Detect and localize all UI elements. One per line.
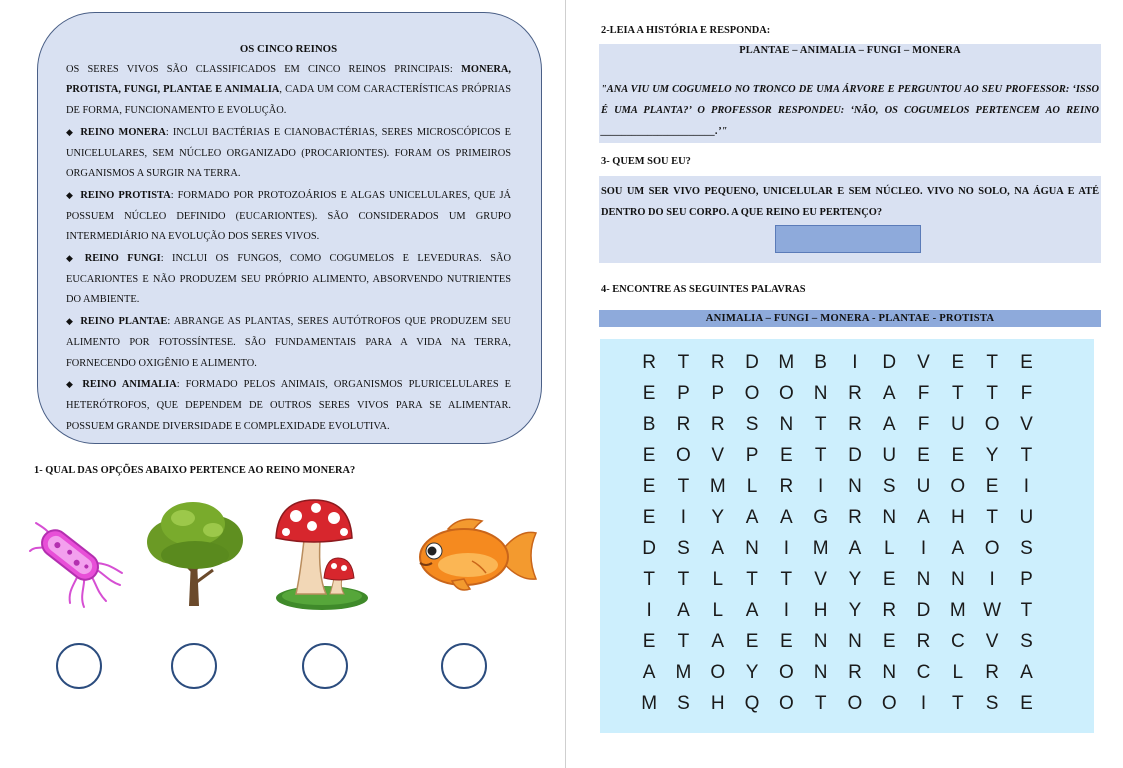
grid-letter[interactable]: R [882, 599, 897, 621]
grid-letter[interactable]: A [779, 506, 793, 528]
grid-letter[interactable]: I [680, 506, 687, 528]
grid-letter[interactable]: D [642, 537, 657, 559]
grid-row [632, 595, 1044, 626]
grid-letter[interactable]: I [989, 568, 995, 590]
grid-letter[interactable]: A [951, 537, 965, 559]
grid-letter[interactable]: S [745, 413, 759, 435]
kingdom-monera: ◆ REINO MONERA: INCLUI BACTÉRIAS E CIANOBACTÉRIAS, SERES MICROSCÓPICOS E UNICELULARES, SEM NÚCLEO ORGANIZADO (PROCARIONTES). FORAM OS PRIMEIROS ORGANISMOS A SURGIR NA TERRA. [66, 126, 511, 180]
grid-row [632, 440, 1044, 471]
grid-letter[interactable]: R [848, 661, 862, 683]
grid-letter[interactable]: T [677, 630, 690, 652]
grid-letter[interactable]: T [746, 568, 758, 590]
grid-letter[interactable]: O [778, 692, 794, 714]
grid-row [632, 626, 1044, 657]
grid-letter[interactable]: M [812, 537, 829, 559]
grid-letter[interactable]: E [745, 630, 759, 652]
grid-letter[interactable]: N [848, 475, 862, 497]
grid-row [632, 347, 1044, 378]
page-divider [565, 0, 566, 768]
who-am-i-text: SOU UM SER VIVO PEQUENO, UNICELULAR E SEM NÚCLEO. VIVO NO SOLO, NA ÁGUA E ATÉ DENTRO DO SEU CORPO. A QUE REINO EU PERTENÇO? [601, 186, 1099, 218]
grid-row [632, 564, 1044, 595]
bullet-icon: ◆ [66, 316, 75, 327]
grid-letter[interactable]: E [642, 630, 656, 652]
grid-letter[interactable]: E [951, 351, 965, 373]
grid-letter[interactable]: B [642, 413, 656, 435]
grid-letter[interactable]: Y [745, 661, 759, 683]
grid-letter[interactable]: P [677, 382, 690, 404]
grid-letter[interactable]: P [1020, 568, 1033, 590]
grid-letter[interactable]: U [882, 444, 897, 466]
story-text: "ANA VIU UM COGUMELO NO TRONCO DE UMA ÁRVORE E PERGUNTOU AO SEU PROFESSOR: ‘ISSO É UMA PLANTA?’ O PROFESSOR RESPONDEU: ‘NÃO, OS COGUMELOS PERTENCEM AO REINO ______________________.’" [601, 84, 1099, 137]
grid-letter[interactable]: I [1023, 475, 1030, 497]
grid-letter[interactable]: A [745, 506, 759, 528]
grid-letter[interactable]: E [882, 630, 896, 652]
grid-letter[interactable]: N [916, 568, 931, 590]
grid-letter[interactable]: A [711, 537, 725, 559]
word-search-grid [600, 339, 1094, 733]
grid-letter[interactable]: R [710, 413, 725, 435]
grid-letter[interactable]: R [848, 382, 862, 404]
option-fish-circle[interactable] [441, 643, 487, 689]
grid-letter[interactable]: N [950, 568, 965, 590]
grid-letter[interactable]: E [642, 444, 656, 466]
option-tree-circle[interactable] [171, 643, 217, 689]
grid-letter[interactable]: A [642, 661, 656, 683]
grid-row [632, 657, 1044, 688]
grid-letter[interactable]: O [950, 475, 966, 497]
grid-letter[interactable]: N [813, 661, 828, 683]
kingdom-animalia: ◆ REINO ANIMALIA: FORMADO PELOS ANIMAIS, ORGANISMOS PLURICELULARES E HETERÓTROFOS, QUE DEPENDEM DE OUTROS SERES VIVOS PARA SE ALIMENTAR. POSSUEM GRANDE DIVERSIDADE E COMPLEXIDADE EVOLUTIVA. [66, 379, 511, 432]
grid-letter[interactable]: L [712, 568, 724, 590]
grid-letter[interactable]: S [677, 692, 690, 714]
grid-letter[interactable]: E [779, 444, 793, 466]
grid-letter[interactable]: T [677, 475, 690, 497]
grid-letter[interactable]: T [952, 692, 964, 714]
question-2-title: 2-LEIA A HISTÓRIA E RESPONDA: [601, 25, 771, 36]
grid-letter[interactable]: N [813, 630, 828, 652]
grid-letter[interactable]: T [814, 444, 827, 466]
grid-letter[interactable]: S [882, 475, 896, 497]
grid-letter[interactable]: S [985, 692, 999, 714]
grid-letter[interactable]: I [817, 475, 824, 497]
grid-letter[interactable]: R [676, 413, 691, 435]
grid-letter[interactable]: U [950, 413, 965, 435]
question-3-title: 3- QUEM SOU EU? [601, 156, 691, 167]
grid-row [632, 378, 1044, 409]
grid-letter[interactable]: U [1019, 506, 1034, 528]
grid-row [632, 471, 1044, 502]
grid-letter[interactable]: R [916, 630, 931, 652]
grid-letter[interactable]: S [1020, 537, 1033, 559]
grid-letter[interactable]: T [814, 692, 827, 714]
grid-letter[interactable]: M [709, 475, 726, 497]
grid-letter[interactable]: E [951, 444, 965, 466]
grid-letter[interactable]: O [744, 382, 760, 404]
grid-letter[interactable]: E [642, 506, 656, 528]
grid-letter[interactable]: A [882, 413, 896, 435]
grid-letter[interactable]: S [1020, 630, 1033, 652]
bullet-icon: ◆ [66, 126, 75, 137]
tree-image [143, 500, 246, 610]
grid-letter[interactable]: B [814, 351, 827, 373]
grid-letter[interactable]: L [746, 475, 758, 497]
grid-row [632, 533, 1044, 564]
grid-letter[interactable]: T [643, 568, 655, 590]
grid-letter[interactable]: T [986, 506, 998, 528]
grid-letter[interactable]: I [852, 351, 858, 373]
grid-letter[interactable]: A [917, 506, 930, 528]
grid-letter[interactable]: Q [744, 692, 760, 714]
grid-letter[interactable]: I [783, 537, 789, 559]
grid-letter[interactable]: V [711, 444, 725, 466]
card-intro: OS SERES VIVOS SÃO CLASSIFICADOS EM CINCO REINOS PRINCIPAIS: MONERA, PROTISTA, FUNGI, PLANTAE E ANIMALIA, CADA UM COM CARACTERÍSTICAS PRÓPRIAS DE FORMA, FUNCIONAMENTO E EVOLUÇÃO. [66, 63, 512, 117]
grid-letter[interactable]: F [1020, 382, 1033, 404]
grid-letter[interactable]: V [985, 630, 999, 652]
grid-letter[interactable]: N [882, 506, 897, 528]
grid-letter[interactable]: G [813, 506, 829, 528]
grid-letter[interactable]: P [711, 382, 725, 404]
grid-letter[interactable]: T [952, 382, 964, 404]
grid-row [632, 688, 1044, 719]
grid-letter[interactable]: I [783, 599, 789, 621]
grid-letter[interactable]: T [677, 351, 690, 373]
grid-letter[interactable]: V [814, 568, 827, 590]
grid-letter[interactable]: N [779, 413, 794, 435]
grid-letter[interactable]: O [984, 413, 1000, 435]
story-word-list: PLANTAE – ANIMALIA – FUNGI – MONERA [739, 45, 961, 56]
grid-letter[interactable]: E [1020, 692, 1033, 714]
grid-letter[interactable]: E [1020, 351, 1033, 373]
grid-letter[interactable]: H [710, 692, 725, 714]
grid-letter[interactable]: T [986, 382, 998, 404]
kingdom-protista: ◆ REINO PROTISTA: FORMADO POR PROTOZOÁRIOS E ALGAS UNICELULARES, QUE JÁ POSSUEM NÚCLEO DEFINIDO (EUCARIONTES). SÃO CONSIDERADOS UM GRUPO INTERMEDIÁRIO NA EVOLUÇÃO DOS SERES VIVOS. [66, 189, 511, 243]
grid-letter[interactable]: H [950, 506, 965, 528]
grid-letter[interactable]: O [778, 661, 794, 683]
fish-image [408, 515, 538, 595]
grid-letter[interactable]: P [745, 444, 759, 466]
grid-letter[interactable]: R [642, 351, 657, 373]
grid-letter[interactable]: A [745, 599, 759, 621]
grid-letter[interactable]: N [813, 382, 828, 404]
grid-letter[interactable]: A [677, 599, 690, 621]
grid-letter[interactable]: R [985, 661, 999, 683]
grid-letter[interactable]: T [986, 351, 998, 373]
grid-letter[interactable]: O [847, 692, 863, 714]
grid-letter[interactable]: E [917, 444, 930, 466]
grid-letter[interactable]: O [778, 382, 794, 404]
option-mushroom-circle[interactable] [302, 643, 348, 689]
grid-letter[interactable]: C [950, 630, 965, 652]
grid-letter[interactable]: M [778, 351, 795, 373]
grid-letter[interactable]: T [677, 568, 690, 590]
grid-letter[interactable]: T [1020, 599, 1033, 621]
grid-letter[interactable]: E [882, 568, 896, 590]
grid-letter[interactable]: C [916, 661, 931, 683]
grid-letter[interactable]: N [745, 537, 759, 559]
grid-letter[interactable]: A [711, 630, 725, 652]
grid-letter[interactable]: V [917, 351, 930, 373]
grid-letter[interactable]: N [882, 661, 897, 683]
grid-letter[interactable]: F [917, 382, 930, 404]
grid-letter[interactable]: A [848, 537, 862, 559]
word-search-table [632, 347, 1044, 719]
grid-letter[interactable]: V [1020, 413, 1033, 435]
grid-letter[interactable]: U [916, 475, 931, 497]
five-kingdoms-card [37, 12, 542, 444]
grid-letter[interactable]: Y [848, 568, 862, 590]
grid-letter[interactable]: O [984, 537, 1000, 559]
grid-letter[interactable]: M [675, 661, 692, 683]
grid-letter[interactable]: T [780, 568, 793, 590]
grid-letter[interactable]: M [641, 692, 658, 714]
grid-letter[interactable]: N [848, 630, 862, 652]
grid-letter[interactable]: E [779, 630, 793, 652]
grid-letter[interactable]: E [642, 475, 656, 497]
grid-letter[interactable]: O [710, 661, 726, 683]
option-bacteria-circle[interactable] [56, 643, 102, 689]
grid-letter[interactable]: H [813, 599, 828, 621]
grid-letter[interactable]: A [1020, 661, 1033, 683]
grid-letter[interactable]: D [916, 599, 931, 621]
grid-letter[interactable]: E [642, 382, 656, 404]
grid-letter[interactable]: M [949, 599, 966, 621]
bullet-icon: ◆ [66, 379, 77, 390]
grid-letter[interactable]: R [779, 475, 794, 497]
bullet-icon: ◆ [66, 189, 75, 200]
mushroom-image [270, 496, 370, 612]
grid-letter[interactable]: W [983, 599, 1002, 621]
grid-letter[interactable]: O [881, 692, 897, 714]
grid-letter[interactable]: R [848, 413, 862, 435]
grid-letter[interactable]: I [920, 692, 927, 714]
grid-letter[interactable]: Y [985, 444, 999, 466]
grid-row [632, 502, 1044, 533]
grid-letter[interactable]: F [917, 413, 930, 435]
grid-letter[interactable]: I [646, 599, 652, 621]
card-title: OS CINCO REINOS [239, 43, 338, 55]
grid-letter[interactable]: Y [848, 599, 862, 621]
kingdom-plantae: ◆ REINO PLANTAE: ABRANGE AS PLANTAS, SERES AUTÓTROFOS QUE PRODUZEM SEU ALIMENTO POR FOTOSSÍNTESE. SÃO FUNDAMENTAIS PARA A VIDA NA TERRA, FORNECENDO OXIGÊNIO E ALIMENTO. [66, 316, 511, 369]
bullet-icon: ◆ [66, 253, 79, 264]
grid-letter[interactable]: T [1020, 444, 1033, 466]
grid-letter[interactable]: L [883, 537, 895, 559]
answer-box[interactable] [775, 225, 921, 253]
question-4-title: 4- ENCONTRE AS SEGUINTES PALAVRAS [601, 284, 806, 295]
grid-letter[interactable]: S [677, 537, 690, 559]
grid-letter[interactable]: R [848, 506, 862, 528]
grid-letter[interactable]: A [882, 382, 896, 404]
word-search-word-list: ANIMALIA – FUNGI – MONERA - PLANTAE - PROTISTA [705, 313, 995, 324]
grid-letter[interactable]: R [710, 351, 725, 373]
grid-letter[interactable]: Y [711, 506, 725, 528]
grid-letter[interactable]: D [848, 444, 862, 466]
grid-letter[interactable]: D [882, 351, 897, 373]
grid-letter[interactable]: D [745, 351, 759, 373]
grid-row [632, 409, 1044, 440]
grid-letter[interactable]: I [920, 537, 927, 559]
bacteria-image [24, 515, 126, 610]
grid-letter[interactable]: E [985, 475, 999, 497]
grid-letter[interactable]: L [952, 661, 964, 683]
grid-letter[interactable]: L [712, 599, 724, 621]
kingdom-fungi: ◆ REINO FUNGI: INCLUI OS FUNGOS, COMO COGUMELOS E LEVEDURAS. SÃO EUCARIONTES E NÃO PRODUZEM SEU PRÓPRIO ALIMENTO, ABSORVENDO NUTRIENTES DO AMBIENTE. [66, 253, 511, 306]
question-1-title: 1- QUAL DAS OPÇÕES ABAIXO PERTENCE AO REINO MONERA? [34, 465, 356, 476]
grid-letter[interactable]: O [676, 444, 691, 466]
grid-letter[interactable]: T [814, 413, 827, 435]
